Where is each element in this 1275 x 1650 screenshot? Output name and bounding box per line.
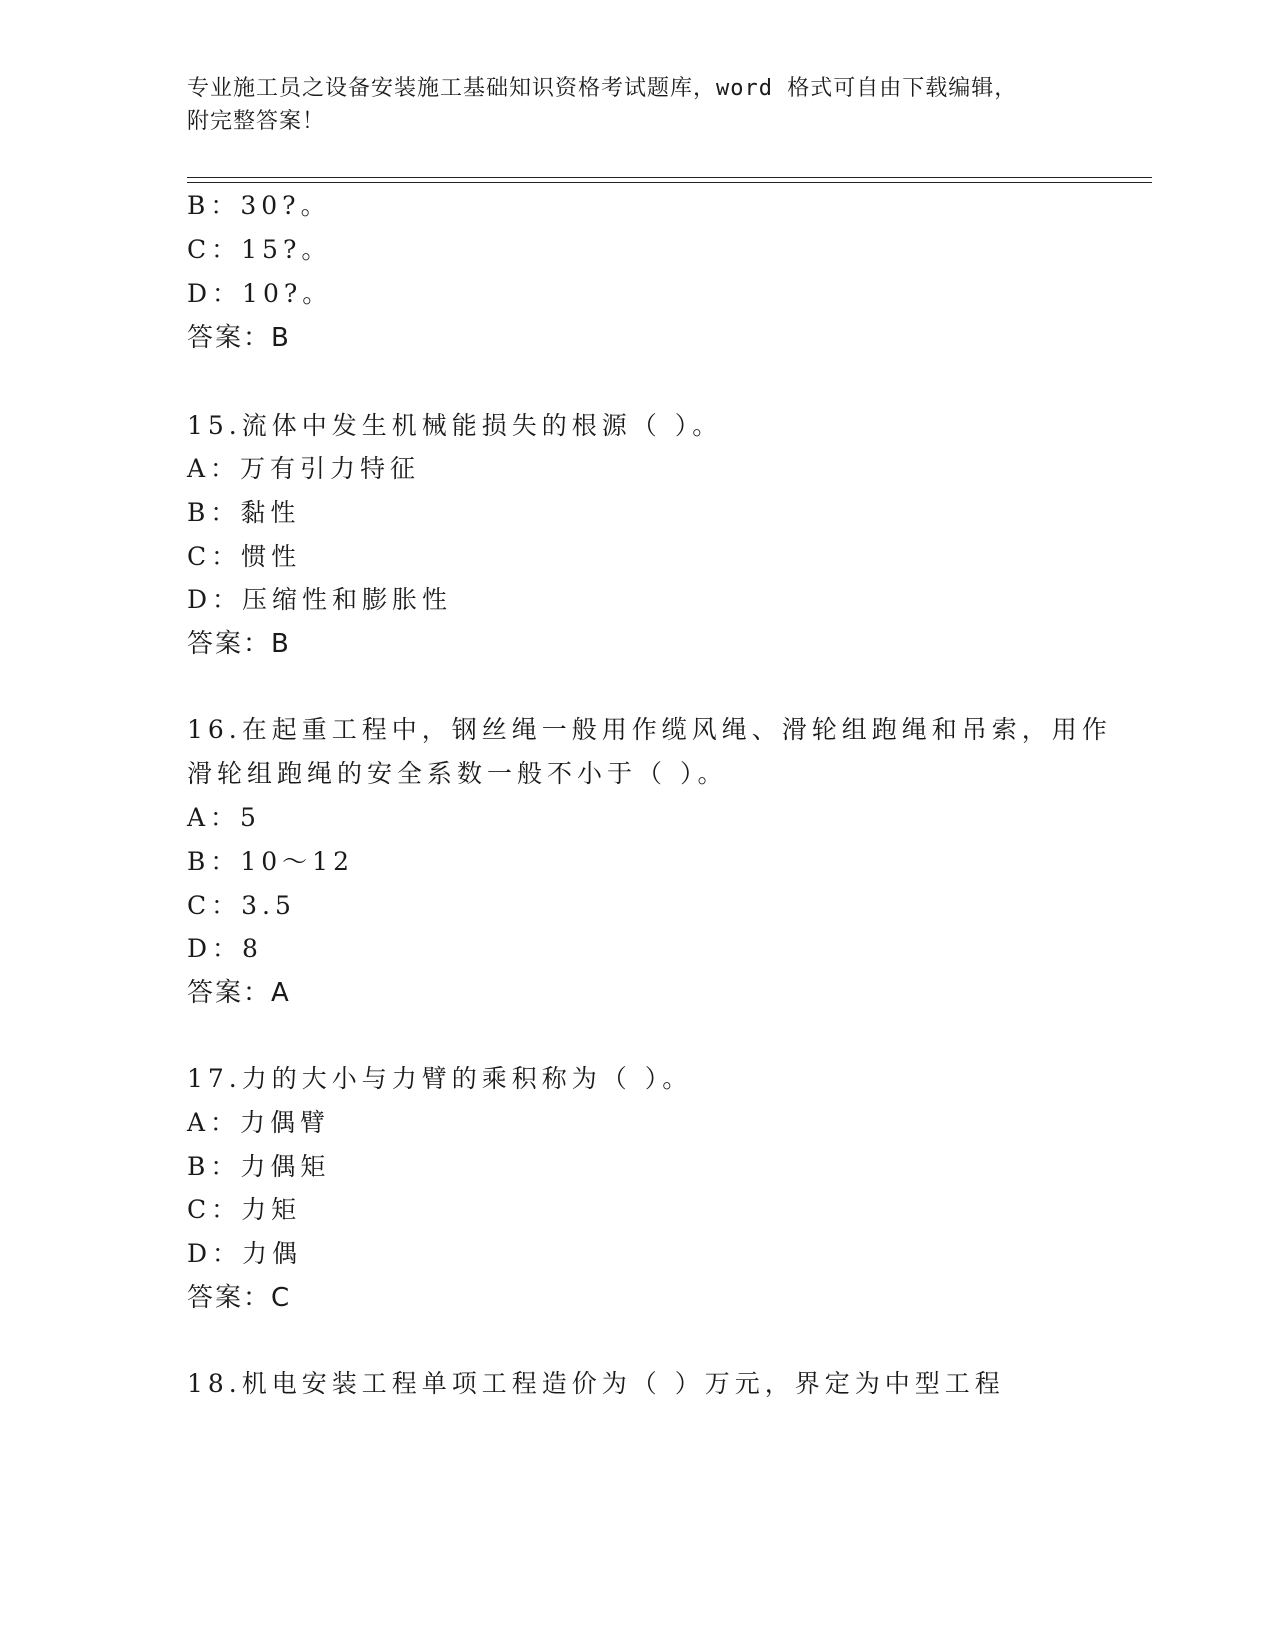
header-divider-top [187,177,1152,178]
q17-option-a: A：力偶臂 [187,1108,331,1137]
q17-option-b: B：力偶矩 [187,1152,331,1181]
q18-stem: 18.机电安装工程单项工程造价为（ ）万元，界定为中型工程 [187,1369,1005,1398]
q17-option-c: C：力矩 [187,1195,302,1224]
document-header [187,72,1087,138]
prev-option-b: B：30?。 [187,191,331,220]
q16-stem-line-1: 16.在起重工程中，钢丝绳一般用作缆风绳、滑轮组跑绳和吊索，用作 [187,715,1112,744]
q15-option-d: D：压缩性和膨胀性 [187,585,453,614]
q15-option-a: A：万有引力特征 [187,454,421,483]
prev-option-d: D：10?。 [187,279,333,308]
q16-answer: 答案：A [187,978,291,1008]
q17-option-d: D：力偶 [187,1239,303,1268]
q16-stem-line-2: 滑轮组跑绳的安全系数一般不小于（ ）。 [187,759,728,788]
q17-stem: 17.力的大小与力臂的乘积称为（ ）。 [187,1064,693,1093]
q17-answer: 答案：C [187,1283,292,1313]
q16-option-b: B：10～12 [187,847,354,876]
header-line-1: 专业施工员之设备安装施工基础知识资格考试题库，word 格式可自由下载编辑， [187,76,1018,101]
q16-option-a: A：5 [187,803,261,832]
q16-option-d: D：8 [187,934,263,963]
q15-option-c: C：惯性 [187,542,302,571]
q15-stem: 15.流体中发生机械能损失的根源（ ）。 [187,411,723,440]
q15-answer: 答案：B [187,629,291,659]
q16-option-c: C：3.5 [187,891,296,920]
header-divider-bottom [187,182,1152,183]
prev-option-c: C：15?。 [187,235,332,264]
header-line-2: 附完整答案！ [187,109,326,134]
q15-option-b: B：黏性 [187,498,301,527]
prev-answer: 答案：B [187,323,291,353]
